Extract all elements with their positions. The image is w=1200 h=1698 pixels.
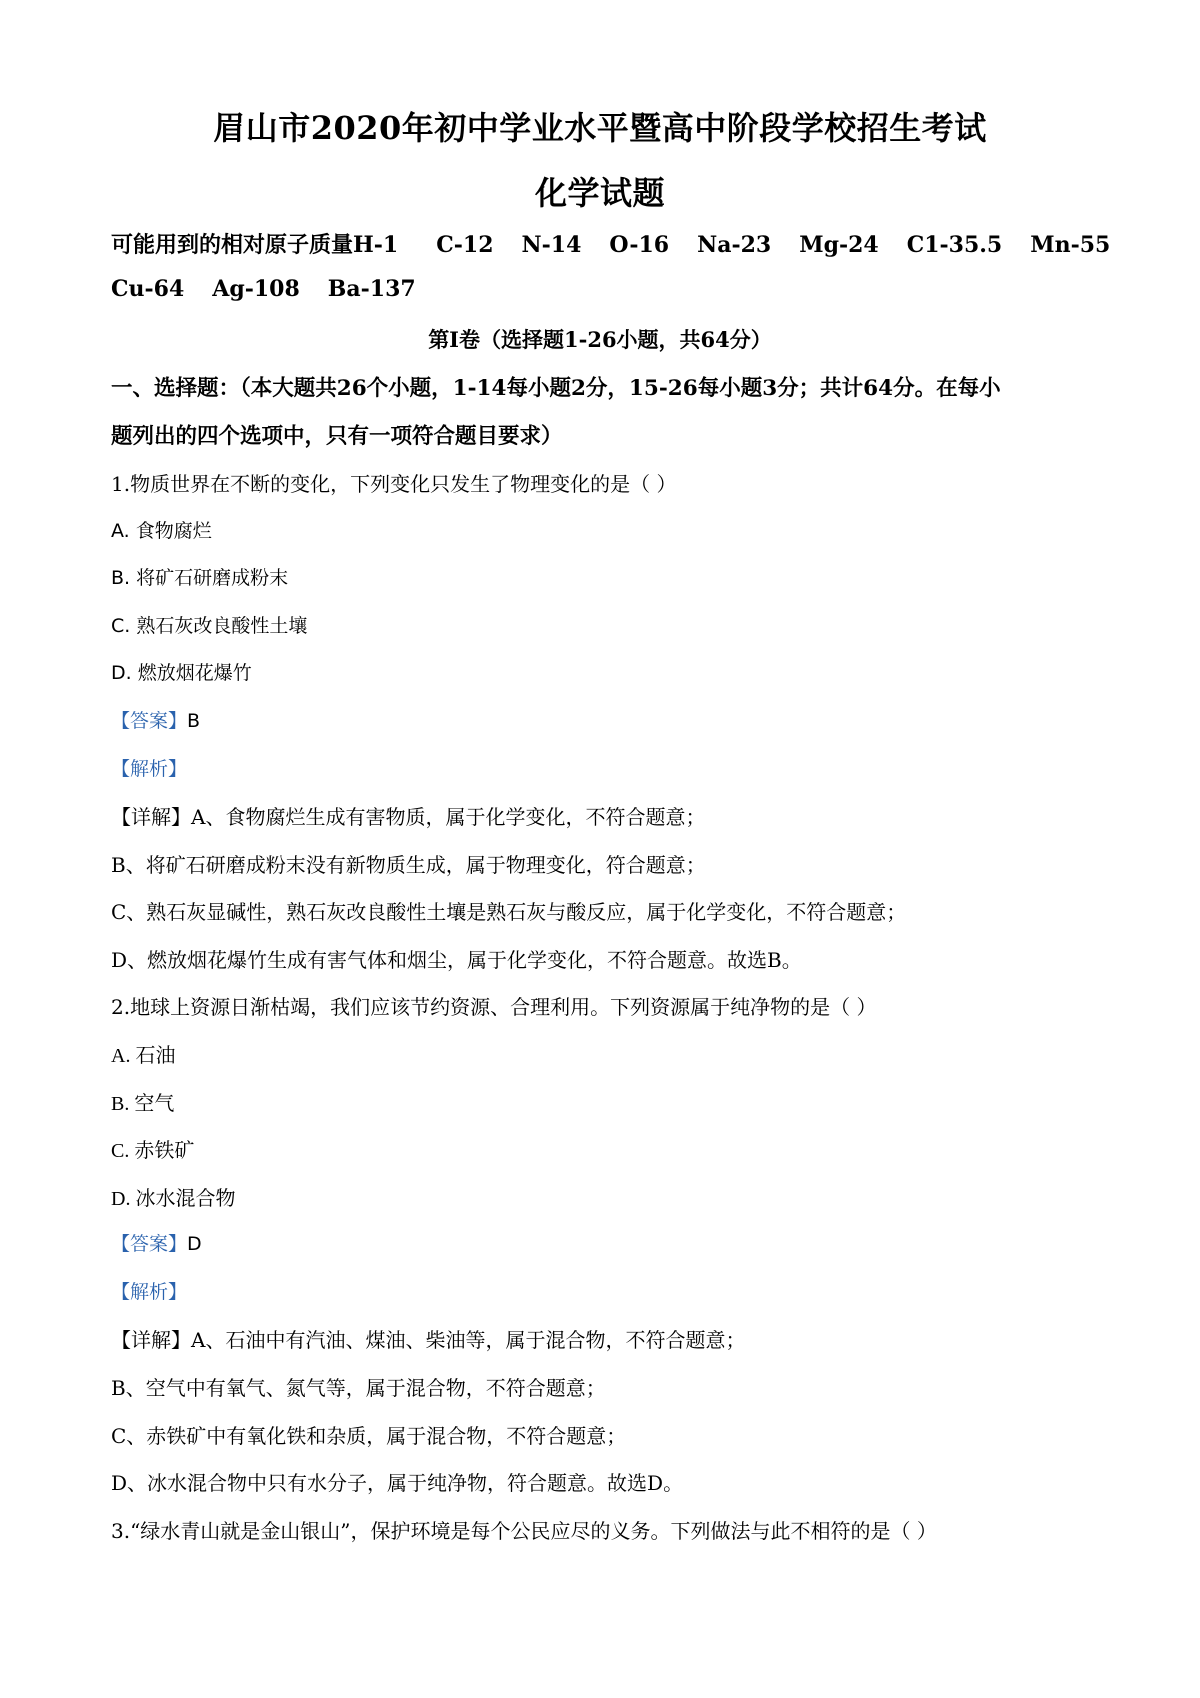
question-1-detail-c: C、熟石灰显碱性，熟石灰改良酸性土壤是熟石灰与酸反应，属于化学变化，不符合题意； xyxy=(111,900,907,924)
analysis-tag: 【解析】 xyxy=(111,758,188,780)
mass-h: H-1 xyxy=(353,232,399,258)
question-2-detail-a xyxy=(111,1324,745,1353)
question-1-detail-a xyxy=(111,801,705,830)
question-2-option-c: C. 赤铁矿 xyxy=(111,1140,195,1162)
question-2-detail-b: B、空气中有氧气、氮气等，属于混合物，不符合题意； xyxy=(111,1376,606,1400)
question-3-stem: 3.“绿水青山就是金山银山”，保护环境是每个公民应尽的义务。下列做法与此不相符的是（ ） xyxy=(111,1519,937,1543)
question-1-answer-value: B xyxy=(187,710,201,732)
mass-mg: Mg-24 xyxy=(799,232,879,258)
mass-cl: C1-35.5 xyxy=(906,232,1003,258)
atomic-masses-row-1 xyxy=(111,228,1110,259)
mass-ba: Ba-137 xyxy=(327,276,416,302)
question-1-answer xyxy=(111,706,200,733)
mass-na: Na-23 xyxy=(697,232,772,258)
question-2-answer xyxy=(111,1229,202,1256)
question-2-detail-a-text: A、石油中有汽油、煤油、柴油等，属于混合物，不符合题意； xyxy=(191,1328,746,1352)
detail-tag: 【详解】 xyxy=(111,1328,191,1352)
mass-o: O-16 xyxy=(609,232,670,258)
mass-c: C-12 xyxy=(436,232,494,258)
question-1-option-c: C. 熟石灰改良酸性土壤 xyxy=(111,615,308,637)
mass-cu: Cu-64 xyxy=(111,276,185,302)
question-1-detail-a-text: A、食物腐烂生成有害物质，属于化学变化，不符合题意； xyxy=(191,805,706,829)
answer-tag: 【答案】 xyxy=(111,1233,188,1255)
question-1-detail-b: B、将矿石研磨成粉末没有新物质生成，属于物理变化，符合题意； xyxy=(111,853,706,877)
question-2-option-a: A. 石油 xyxy=(111,1045,176,1067)
question-1-stem: 1.物质世界在不断的变化，下列变化只发生了物理变化的是（ ） xyxy=(111,472,677,496)
exam-subtitle: 化学试题 xyxy=(534,174,665,212)
question-2-option-d: D. 冰水混合物 xyxy=(111,1188,236,1210)
atomic-masses-row-2 xyxy=(111,276,416,302)
question-2-answer-value: D xyxy=(187,1233,202,1255)
question-2-analysis xyxy=(111,1277,187,1304)
atomic-masses-label: 可能用到的相对原子质量 xyxy=(111,232,354,258)
question-1-detail-d: D、燃放烟花爆竹生成有害气体和烟尘，属于化学变化，不符合题意。故选B。 xyxy=(111,948,802,972)
question-2-option-b: B. 空气 xyxy=(111,1093,175,1115)
mass-ag: Ag-108 xyxy=(212,276,300,302)
section-heading-line-2: 题列出的四个选项中，只有一项符合题目要求） xyxy=(111,424,563,449)
question-1-analysis xyxy=(111,754,187,781)
exam-title: 眉山市2020年初中学业水平暨高中阶段学校招生考试 xyxy=(213,109,987,147)
question-1-option-b: B. 将矿石研磨成粉末 xyxy=(111,567,289,589)
question-1-option-a: A. 食物腐烂 xyxy=(111,520,212,542)
section-heading-line-1: 一、选择题：（本大题共26个小题，1-14每小题2分，15-26每小题3分；共计64分。在每小 xyxy=(111,376,1001,401)
volume-heading: 第I卷（选择题1-26小题，共64分） xyxy=(428,327,772,352)
question-2-detail-c: C、赤铁矿中有氧化铁和杂质，属于混合物，不符合题意； xyxy=(111,1424,627,1448)
question-2-stem: 2.地球上资源日渐枯竭，我们应该节约资源、合理利用。下列资源属于纯净物的是（ ） xyxy=(111,995,877,1019)
analysis-tag: 【解析】 xyxy=(111,1281,188,1303)
mass-mn: Mn-55 xyxy=(1030,232,1111,258)
question-2-detail-d: D、冰水混合物中只有水分子，属于纯净物，符合题意。故选D。 xyxy=(111,1471,684,1495)
detail-tag: 【详解】 xyxy=(111,805,191,829)
answer-tag: 【答案】 xyxy=(111,710,188,732)
question-1-option-d: D. 燃放烟花爆竹 xyxy=(111,662,252,684)
mass-n: N-14 xyxy=(521,232,582,258)
